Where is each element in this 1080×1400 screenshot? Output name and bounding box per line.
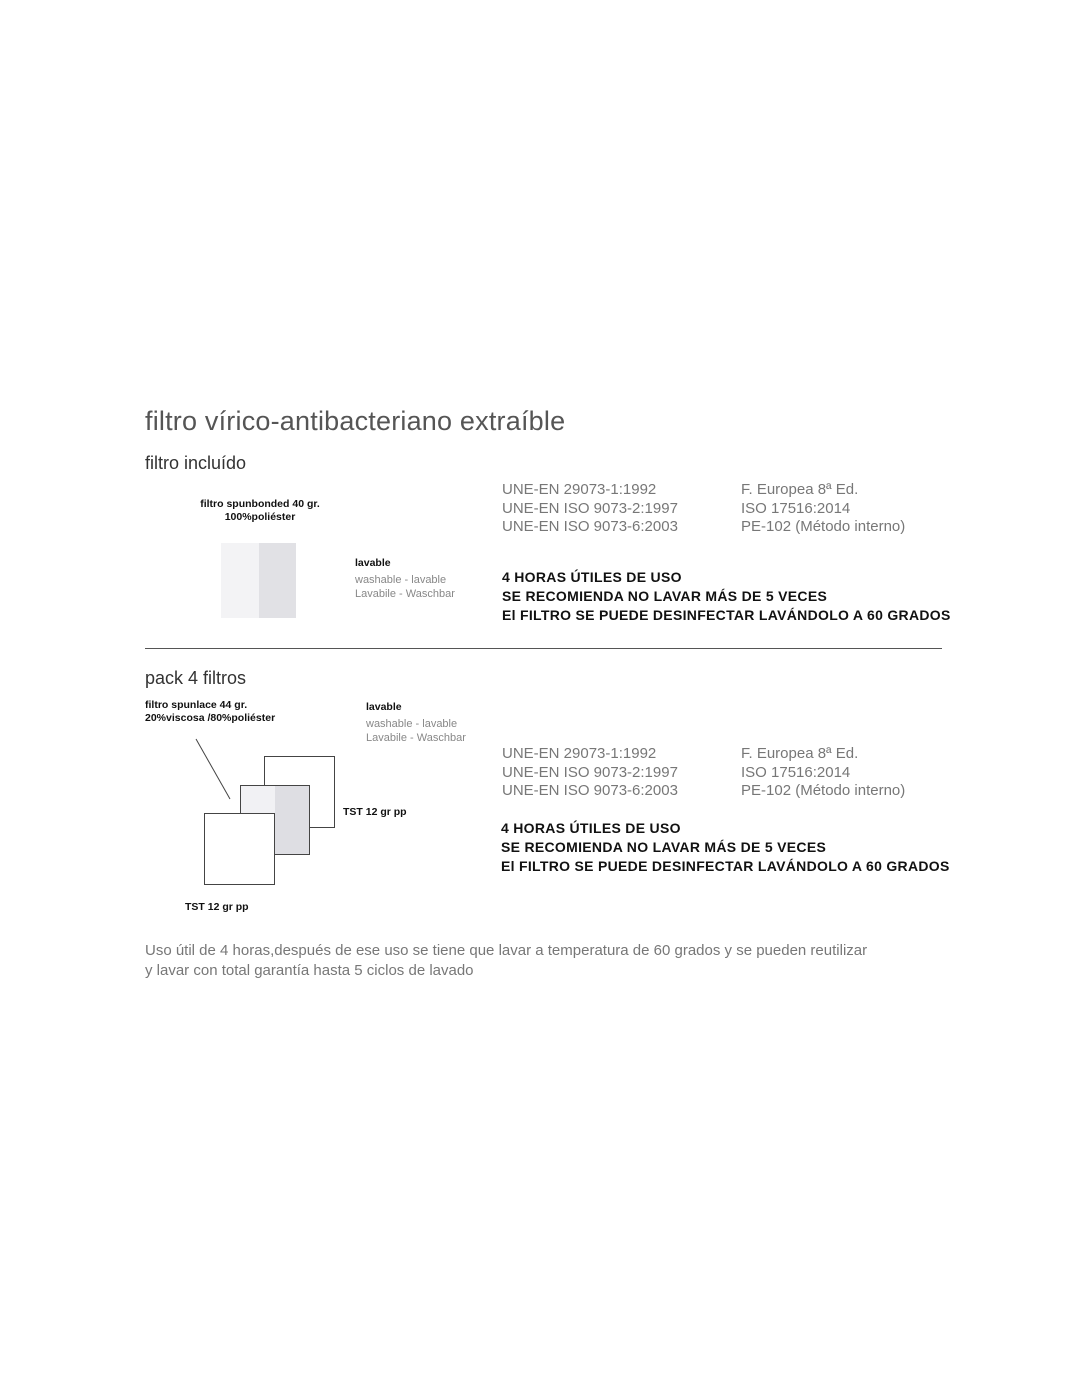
standard-item: ISO 17516:2014 (741, 763, 851, 781)
tst-label-right: TST 12 gr pp (343, 806, 407, 818)
section2-filter-label-line2: 20%viscosa /80%poliéster (145, 712, 276, 724)
footnote-line2: y lavar con total garantía hasta 5 ciclos de lavado (145, 962, 474, 979)
section2-subtitle: pack 4 filtros (145, 668, 247, 688)
section2-washable-title: lavable (366, 701, 402, 713)
section1-filter-left-half (221, 543, 259, 618)
note-line: SE RECOMIENDA NO LAVAR MÁS DE 5 VECES (502, 588, 828, 604)
section2-filter-label (145, 699, 275, 725)
section1-filter-right-half (259, 543, 296, 618)
section1-washable-title: lavable (355, 557, 391, 569)
section2-washable-line1: washable - lavable (366, 718, 458, 730)
note-line: El FILTRO SE PUEDE DESINFECTAR LAVÁNDOLO A 60 GRADOS (501, 858, 950, 874)
section1-filter-label-line1: filtro spunbonded 40 gr. (200, 498, 320, 510)
standard-item: UNE-EN 29073-1:1992 (502, 481, 657, 498)
section-divider (145, 648, 942, 649)
standard-item: PE-102 (Método interno) (741, 782, 906, 799)
section1-washable-line1: washable - lavable (355, 574, 447, 586)
standard-item: UNE-EN ISO 9073-2:1997 (502, 499, 678, 517)
standard-item: UNE-EN ISO 9073-2:1997 (502, 763, 678, 781)
standard-item: PE-102 (Método interno) (741, 518, 906, 535)
section1-filter-label (195, 498, 325, 524)
section1-standards-left (502, 481, 678, 537)
note-line: 4 HORAS ÚTILES DE USO (501, 820, 681, 836)
section2-filter-label-line1: filtro spunlace 44 gr. (145, 699, 248, 711)
section1-filter-label-line2: 100%poliéster (224, 511, 296, 523)
standard-item: F. Europea 8ª Ed. (741, 481, 859, 498)
note-line: SE RECOMIENDA NO LAVAR MÁS DE 5 VECES (501, 839, 827, 855)
section2-filter-illustration (190, 735, 350, 895)
standard-item: UNE-EN ISO 9073-6:2003 (502, 782, 678, 799)
tst-label-bottom: TST 12 gr pp (185, 901, 249, 913)
section2-notes (501, 819, 950, 876)
middle-layer-right (275, 785, 310, 855)
standard-item: F. Europea 8ª Ed. (741, 745, 859, 762)
section2-washable-text (366, 718, 466, 745)
pointer-line (196, 739, 230, 799)
standard-item: UNE-EN ISO 9073-6:2003 (502, 518, 678, 535)
note-line: 4 HORAS ÚTILES DE USO (502, 569, 682, 585)
standard-item: UNE-EN 29073-1:1992 (502, 745, 657, 762)
section2-standards-left (502, 745, 678, 801)
section1-standards-right (741, 481, 905, 537)
standard-item: ISO 17516:2014 (741, 499, 851, 517)
section1-subtitle: filtro incluído (145, 453, 247, 473)
usage-footnote (145, 941, 965, 981)
footnote-line1: Uso útil de 4 horas,después de ese uso se tiene que lavar a temperatura de 60 grados y se pueden reutilizar (145, 942, 868, 959)
page-title: filtro vírico-antibacteriano extraíble (145, 406, 566, 436)
note-line: El FILTRO SE PUEDE DESINFECTAR LAVÁNDOLO A 60 GRADOS (502, 607, 951, 623)
front-layer (205, 814, 275, 885)
section2-washable-line2: Lavabile - Waschbar (366, 731, 466, 744)
section1-notes (502, 568, 951, 625)
section2-standards-right (741, 745, 905, 801)
section1-washable-line2: Lavabile - Waschbar (355, 587, 455, 600)
section1-washable-text (355, 574, 455, 601)
